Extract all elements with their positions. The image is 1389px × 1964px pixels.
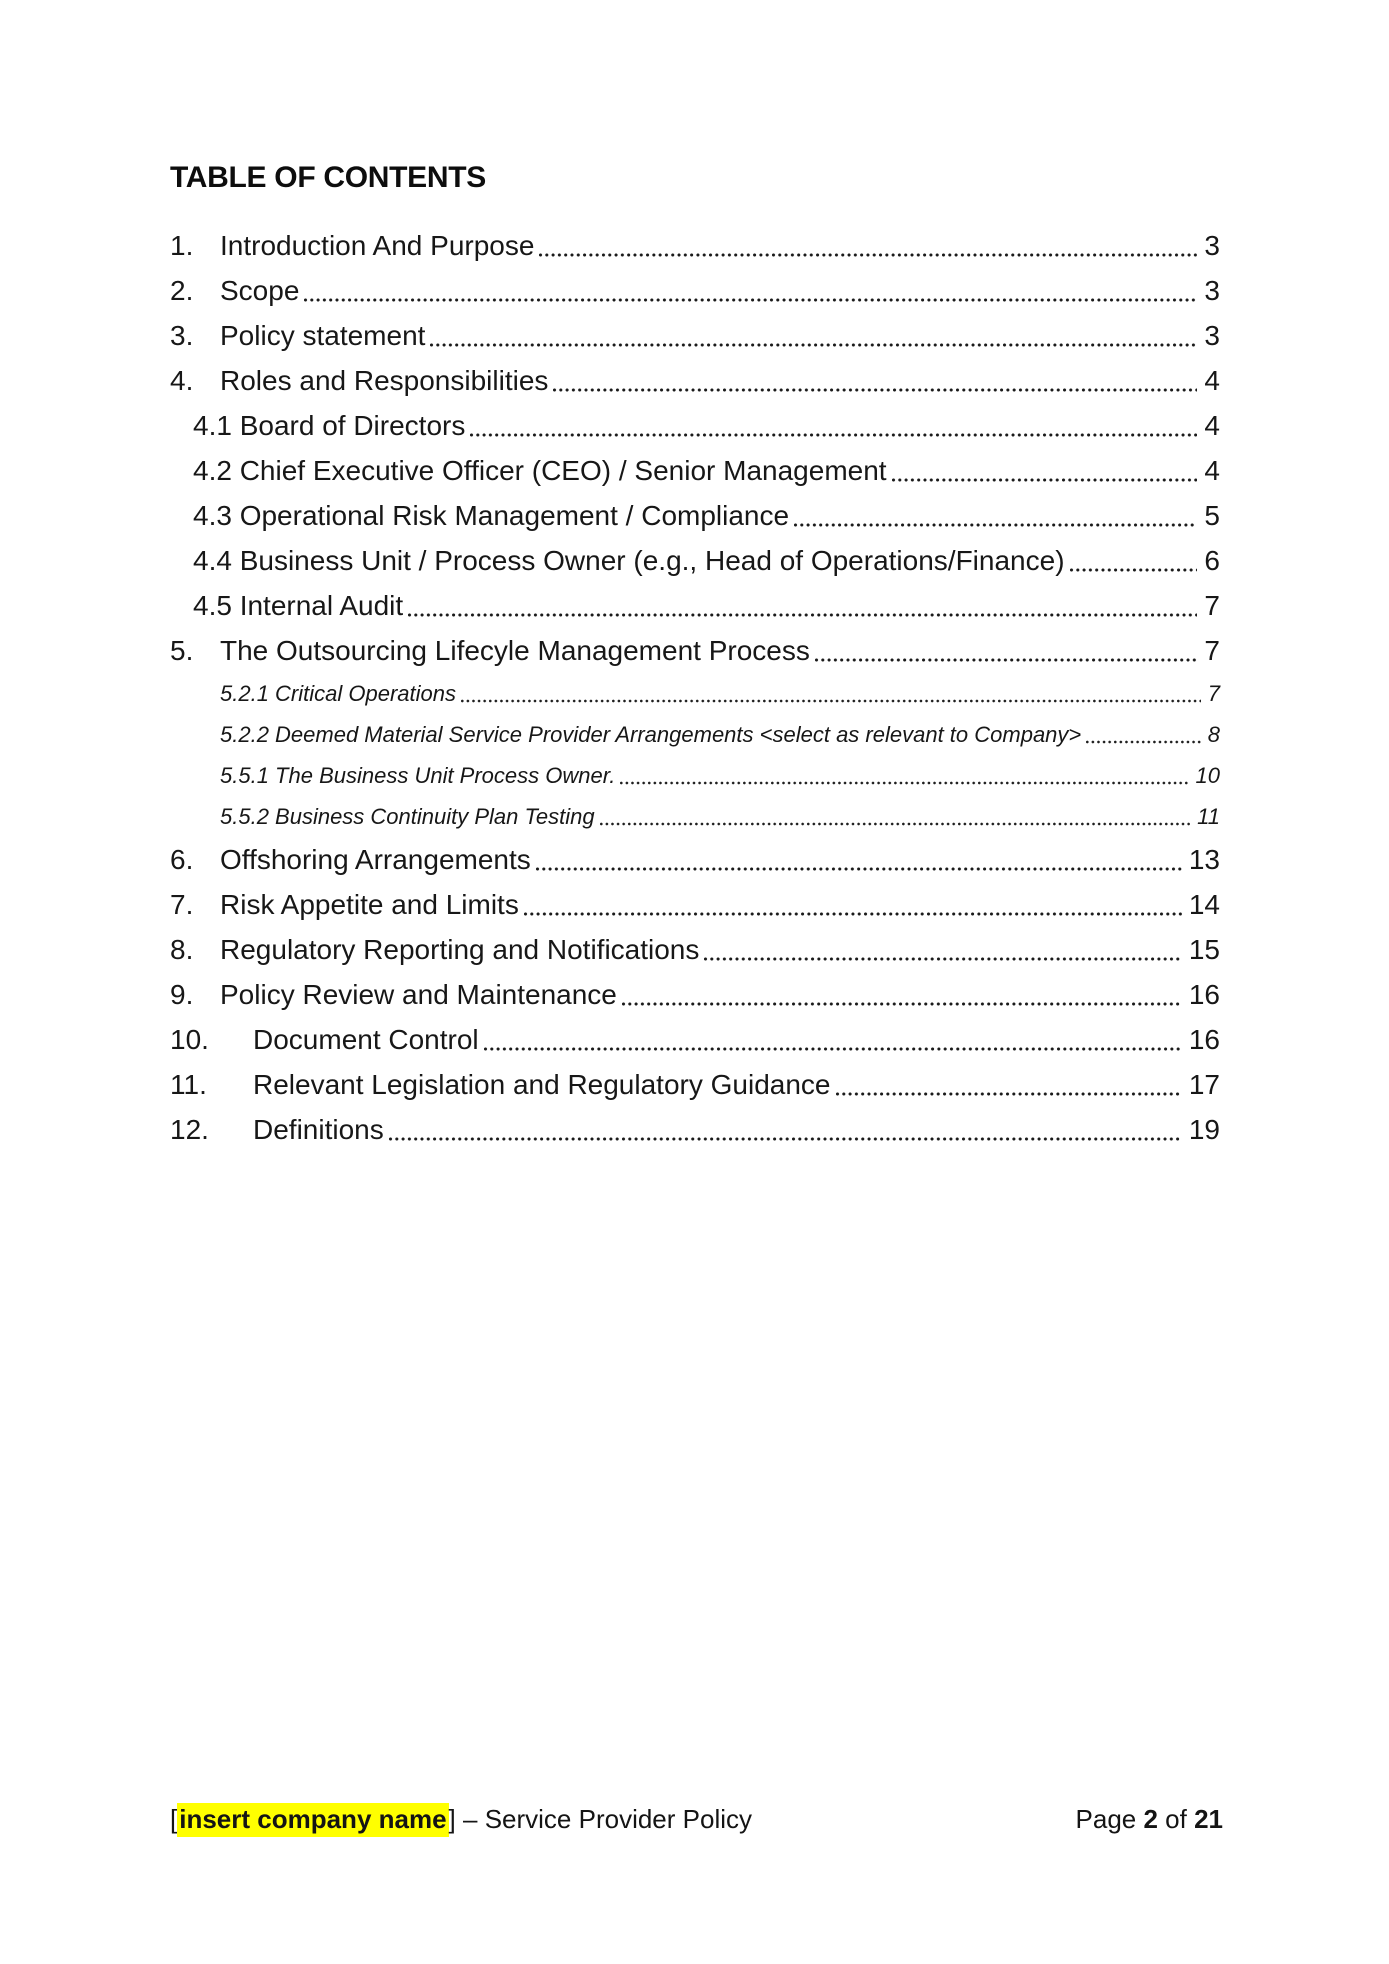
footer-title-suffix: – Service Provider Policy <box>455 1804 753 1834</box>
toc-entry[interactable] <box>170 583 1220 628</box>
company-name-placeholder: insert company name <box>177 1803 448 1837</box>
toc-entry[interactable] <box>170 223 1220 268</box>
toc-entry-number: 10. <box>170 1024 209 1055</box>
page-footer <box>170 1802 1223 1836</box>
toc-entry-page: 7 <box>1204 635 1220 666</box>
toc-entry-page: 5 <box>1204 500 1220 531</box>
toc-entry[interactable] <box>170 673 1220 714</box>
dot-leader <box>553 358 1197 403</box>
toc-entry-label: Scope <box>220 275 300 306</box>
toc-entry[interactable] <box>170 538 1220 583</box>
toc-entry-label: Offshoring Arrangements <box>220 844 531 875</box>
dot-leader <box>1086 714 1200 755</box>
dot-leader <box>794 493 1197 538</box>
toc-entry[interactable] <box>170 448 1220 493</box>
toc-entry-label: 4.4 Business Unit / Process Owner (e.g., Head of Operations/Finance) <box>193 545 1065 576</box>
toc-entry-label: 4.1 Board of Directors <box>193 410 466 441</box>
toc-entry-label: Relevant Legislation and Regulatory Guidance <box>253 1069 831 1100</box>
toc-heading: TABLE OF CONTENTS <box>170 161 486 194</box>
toc-entry-number: 2. <box>170 275 194 306</box>
toc-entry[interactable] <box>170 1107 1220 1152</box>
toc-entry[interactable] <box>170 628 1220 673</box>
toc-entry-page: 10 <box>1195 763 1220 788</box>
footer-bracket-open: [ <box>170 1804 178 1834</box>
toc-entry-page: 4 <box>1204 365 1220 396</box>
footer-document-title <box>170 1802 752 1836</box>
toc-entry[interactable] <box>170 358 1220 403</box>
dot-leader <box>484 1017 1182 1062</box>
toc-entry-page: 17 <box>1188 1069 1220 1100</box>
toc-entry[interactable] <box>170 313 1220 358</box>
toc-entry-page: 14 <box>1188 889 1220 920</box>
toc-entry-number: 1. <box>170 230 194 261</box>
dot-leader <box>892 448 1198 493</box>
toc-entry-label: Policy statement <box>220 320 426 351</box>
footer-page-word: Page <box>1075 1804 1144 1834</box>
toc-entry-number: 12. <box>170 1114 209 1145</box>
toc-entry[interactable] <box>170 268 1220 313</box>
toc-list <box>170 223 1220 1152</box>
toc-entry-label: 5.5.2 Business Continuity Plan Testing <box>220 804 595 829</box>
toc-entry[interactable] <box>170 972 1220 1017</box>
toc-entry-label: 5.2.1 Critical Operations <box>220 681 456 706</box>
dot-leader <box>524 882 1182 927</box>
dot-leader <box>539 223 1197 268</box>
dot-leader <box>704 927 1181 972</box>
dot-leader <box>389 1107 1182 1152</box>
dot-leader <box>1070 538 1198 583</box>
footer-of-word: of <box>1157 1804 1195 1834</box>
toc-entry-label: Risk Appetite and Limits <box>220 889 519 920</box>
toc-entry[interactable] <box>170 755 1220 796</box>
toc-entry-number: 7. <box>170 889 194 920</box>
toc-entry[interactable] <box>170 714 1220 755</box>
dot-leader <box>815 628 1198 673</box>
toc-entry-label: Roles and Responsibilities <box>220 365 549 396</box>
toc-entry-label: Document Control <box>253 1024 479 1055</box>
toc-entry-number: 5. <box>170 635 194 666</box>
toc-entry-page: 4 <box>1204 410 1220 441</box>
page-number-indicator <box>1076 1802 1223 1836</box>
toc-entry[interactable] <box>170 796 1220 837</box>
toc-entry-label: 4.2 Chief Executive Officer (CEO) / Senior Management <box>193 455 887 486</box>
toc-entry-page: 3 <box>1204 230 1220 261</box>
toc-entry-label: Regulatory Reporting and Notifications <box>220 934 700 965</box>
toc-entry-page: 16 <box>1188 1024 1220 1055</box>
toc-section <box>170 0 1220 1152</box>
toc-entry-label: Policy Review and Maintenance <box>220 979 617 1010</box>
toc-entry-page: 8 <box>1207 722 1220 747</box>
toc-entry[interactable] <box>170 837 1220 882</box>
toc-entry-page: 7 <box>1204 590 1220 621</box>
toc-entry-label: Definitions <box>253 1114 384 1145</box>
toc-entry-label: 4.5 Internal Audit <box>193 590 404 621</box>
toc-entry-page: 3 <box>1204 320 1220 351</box>
dot-leader <box>470 403 1197 448</box>
toc-entry[interactable] <box>170 882 1220 927</box>
toc-entry[interactable] <box>170 927 1220 972</box>
toc-entry-number: 4. <box>170 365 194 396</box>
toc-entry[interactable] <box>170 1017 1220 1062</box>
toc-entry-number: 8. <box>170 934 194 965</box>
dot-leader <box>600 796 1191 837</box>
toc-entry[interactable] <box>170 493 1220 538</box>
toc-entry-page: 7 <box>1207 681 1220 706</box>
toc-entry-label: 5.2.2 Deemed Material Service Provider Arrangements <select as relevant to Company> <box>220 722 1082 747</box>
toc-entry-page: 13 <box>1188 844 1220 875</box>
toc-entry-label: 4.3 Operational Risk Management / Compliance <box>193 500 790 531</box>
toc-entry-number: 3. <box>170 320 194 351</box>
dot-leader <box>461 673 1201 714</box>
toc-entry[interactable] <box>170 1062 1220 1107</box>
footer-bracket-close: ] <box>448 1804 456 1834</box>
footer-page-total: 21 <box>1194 1804 1223 1834</box>
dot-leader <box>836 1062 1182 1107</box>
toc-entry-page: 19 <box>1188 1114 1220 1145</box>
toc-entry-label: The Outsourcing Lifecyle Management Process <box>220 635 810 666</box>
toc-entry-label: 5.5.1 The Business Unit Process Owner. <box>220 763 616 788</box>
toc-entry-page: 11 <box>1197 804 1220 829</box>
dot-leader <box>408 583 1197 628</box>
toc-entry-number: 11. <box>170 1069 207 1100</box>
toc-entry-label: Introduction And Purpose <box>220 230 535 261</box>
footer-page-current: 2 <box>1143 1804 1158 1834</box>
toc-entry-page: 15 <box>1188 934 1220 965</box>
toc-entry-page: 4 <box>1204 455 1220 486</box>
toc-entry-page: 6 <box>1204 545 1220 576</box>
dot-leader <box>536 837 1182 882</box>
dot-leader <box>620 755 1188 796</box>
toc-entry-page: 3 <box>1204 275 1220 306</box>
toc-entry-number: 9. <box>170 979 194 1010</box>
toc-entry-number: 6. <box>170 844 194 875</box>
toc-entry-page: 16 <box>1188 979 1220 1010</box>
toc-entry[interactable] <box>170 403 1220 448</box>
dot-leader <box>622 972 1182 1017</box>
dot-leader <box>430 313 1197 358</box>
dot-leader <box>304 268 1197 313</box>
